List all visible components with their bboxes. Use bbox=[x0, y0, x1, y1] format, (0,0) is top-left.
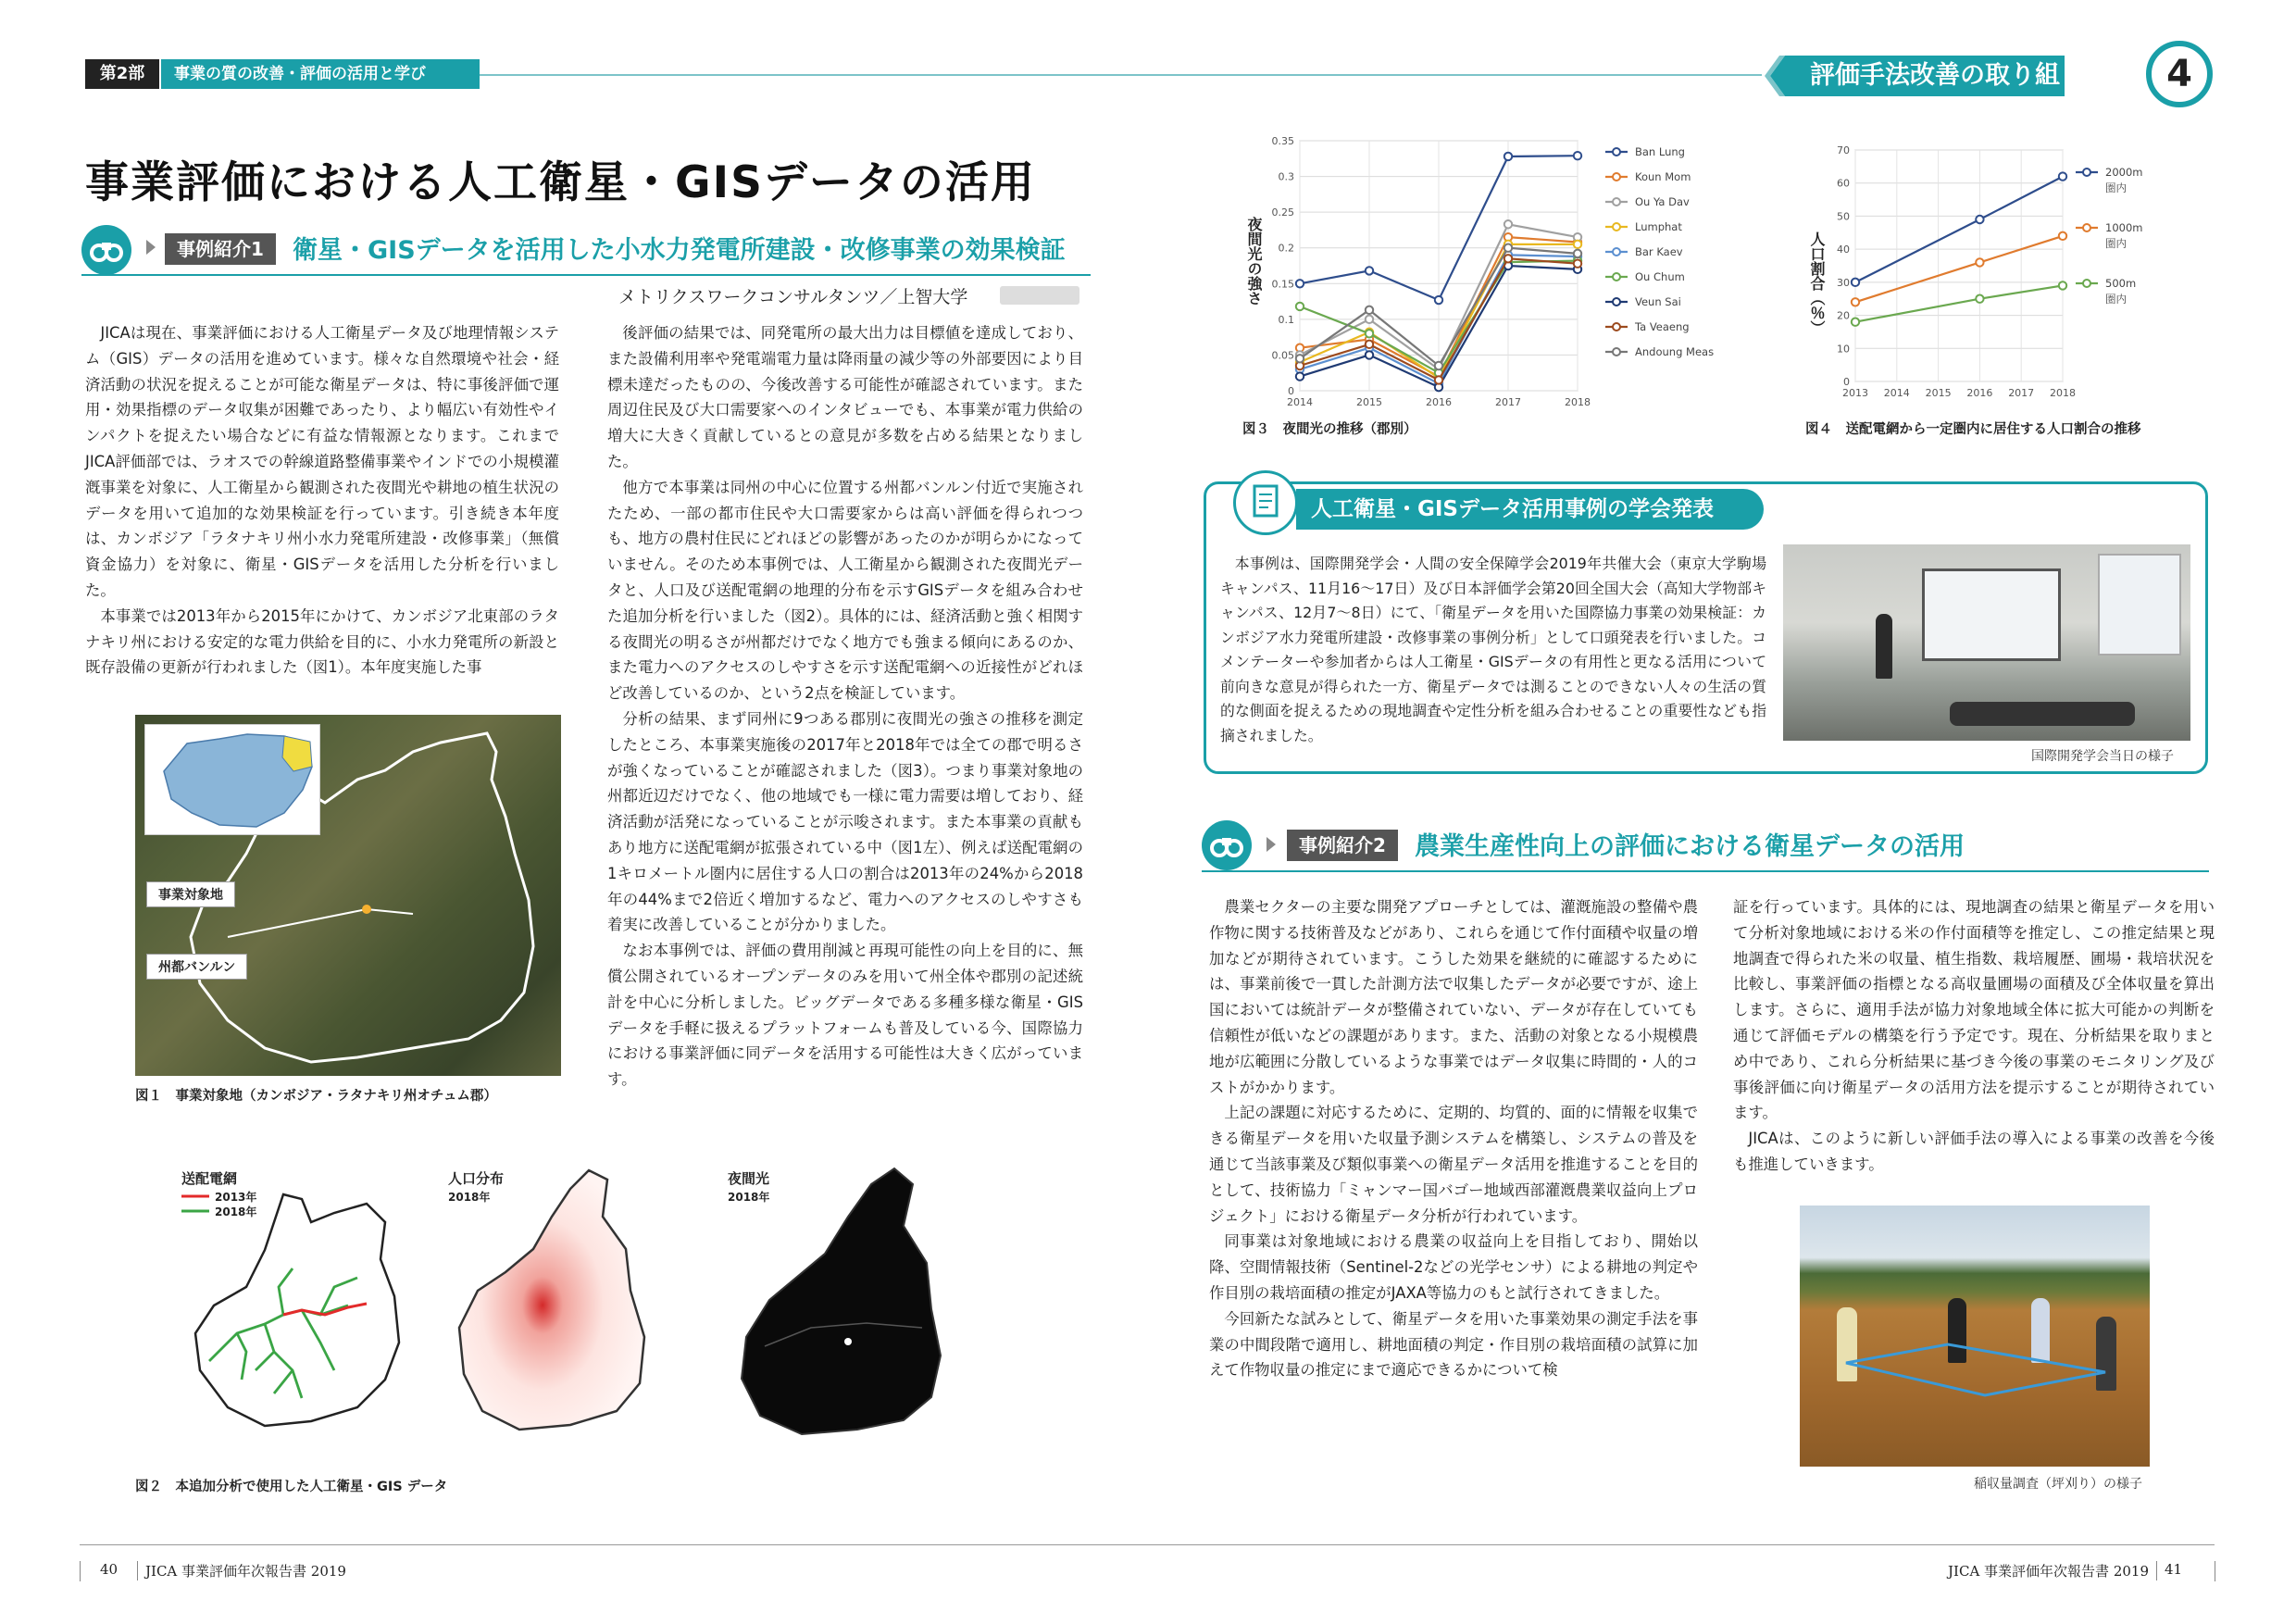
conference-doc-icon bbox=[1233, 470, 1298, 535]
y-tick-label: 0 bbox=[1843, 376, 1850, 388]
col3-paragraph: 農業セクターの主要な開発アプローチとしては、灌漑施設の整備や農作物に関する技術普及などがあり、これらを通じて作付面積や収量の増加などが期待されています。こうした効果を継続的に確認するためには、事業前後で一貫した計測方法で収集したデータが必要ですが、途上国においては統計データが整備されていない、データが存在していても信頼性が低いなどの課題があります。また、活動の対象となる小規模農地が広範囲に分散しているような事業ではデータ収集に時間的・人的コストがかかります。 bbox=[1209, 898, 1698, 1096]
y-tick-label: 50 bbox=[1837, 210, 1850, 223]
y-tick-label: 0.2 bbox=[1278, 242, 1294, 255]
measuring-rope bbox=[1800, 1206, 2150, 1467]
data-point bbox=[1435, 362, 1442, 369]
data-point bbox=[1296, 355, 1304, 362]
footer-right-page: 41 bbox=[2165, 1561, 2183, 1578]
data-point bbox=[1574, 250, 1581, 257]
fig4-caption: 図４ 送配電網から一定圏内に居住する人口割合の推移 bbox=[1805, 422, 2141, 437]
col4-text bbox=[1733, 894, 2215, 1178]
fig2-panel2-sub: 2018年 bbox=[448, 1191, 491, 1204]
presenter bbox=[1876, 614, 1892, 679]
y-tick-label: 60 bbox=[1837, 177, 1850, 190]
y-tick-label: 30 bbox=[1837, 276, 1850, 289]
conference-photo-caption: 国際開発学会当日の様子 bbox=[2031, 749, 2174, 764]
legend-label: Bar Kaev bbox=[1635, 245, 1683, 258]
legend-label: Ou Chum bbox=[1635, 270, 1685, 283]
x-tick-label: 2014 bbox=[1287, 396, 1313, 408]
col1-paragraph: JICAは現在、事業評価における人工衛星データ及び地理情報システム（GIS）データの活用を進めています。様々な自然環境や社会・経済活動の状況を捉えることが可能な衛星データは、特に事後評価で運用・効果指標のデータ収集が困難であったり、より幅広い有効性やインパクトを捉えたい場合などに有益な情報源となります。これまでJICA評価部では、ラオスでの幹線道路整備事業やインドでの小規模灌漑事業を対象に、人工衛星から観測された夜間光や耕地の植生状況のデータを用いて追加的な効果検証を行っています。引き続き本年度は、カンボジア「ラタナキリ州小水力発電所建設・改修事業」（無償資金協力）を対象に、衛星・GISデータを活用した分析を行いました。 bbox=[85, 324, 559, 599]
data-point bbox=[1435, 296, 1442, 304]
data-point bbox=[2059, 172, 2066, 180]
case1-tag: 事例紹介1 bbox=[165, 233, 276, 265]
fig2-grid-map bbox=[172, 1185, 413, 1444]
case1-icon bbox=[81, 225, 131, 275]
cambodia-shape bbox=[145, 725, 321, 836]
col2-paragraph: 他方で本事業は同州の中心に位置する州都バンルン付近で実施されたため、一部の都市住民や大口需要家からは高い評価を得られつつも、地方の農村住民にどれほどの影響があったのかが明らかになっていません。そのため本事例では、人工衛星から観測された夜間光データと、人口及び送配電網の地理的分布を示すGISデータを組み合わせた追加分析を行いました（図2）。具体的には、経済活動と強く相関する夜間光の明るさが州都だけでなく地方でも強まる傾向にあるのか、また電力へのアクセスのしやすさを示す送配電網への近接性がどれほど改善しているのか、という2点を検証しています。 bbox=[607, 478, 1083, 703]
case2-arrow-icon bbox=[1267, 837, 1276, 852]
legend-label: Veun Sai bbox=[1635, 295, 1681, 308]
y-tick-label: 0.35 bbox=[1271, 135, 1294, 147]
x-tick-label: 2016 bbox=[1426, 396, 1452, 408]
y-tick-label: 0.25 bbox=[1271, 206, 1294, 219]
data-point bbox=[1852, 319, 1859, 326]
legend-label: 圏内 bbox=[2105, 237, 2127, 250]
fig4-chart bbox=[1822, 130, 2174, 417]
fig2-legend-2018: 2018年 bbox=[215, 1206, 257, 1218]
legend-marker bbox=[1613, 348, 1620, 356]
y-tick-label: 0 bbox=[1288, 385, 1294, 397]
col2-text bbox=[607, 320, 1083, 1093]
data-point bbox=[2059, 281, 2066, 289]
y-tick-label: 40 bbox=[1837, 244, 1850, 256]
legend-label: 圏内 bbox=[2105, 293, 2127, 306]
fig3-chart bbox=[1259, 130, 1741, 417]
x-tick-label: 2018 bbox=[1565, 396, 1591, 408]
data-point bbox=[2059, 232, 2066, 240]
data-point bbox=[1852, 279, 1859, 286]
y-tick-label: 10 bbox=[1837, 343, 1850, 356]
fig3-ylabel: 夜間光の強さ bbox=[1245, 217, 1263, 306]
footer-left-bar bbox=[80, 1561, 81, 1581]
col2-paragraph: 後評価の結果では、同発電所の最大出力は目標値を達成しており、また設備利用率や発電端電力量は降雨量の減少等の外部要因により目標未達だったものの、今後改善する可能性が確認されています。また周辺住民及び大口需要家へのインタビューでも、本事業が電力供給の増大に大きく貢献しているとの意見が多数を占める結果となりました。 bbox=[607, 324, 1083, 470]
legend-marker bbox=[1613, 298, 1620, 306]
legend-label: 圏内 bbox=[2105, 181, 2127, 194]
data-point bbox=[1366, 351, 1373, 358]
col3-paragraph: 同事業は対象地域における農業の収益向上を目指しており、開始以降、空間情報技術（Sentinel-2などの光学センサ）による耕地の判定や作目別の栽培面積の推定がJAXA等協力のもと試行されてきました。 bbox=[1209, 1232, 1698, 1302]
col1-text bbox=[85, 320, 559, 681]
data-point bbox=[1504, 153, 1512, 160]
data-point bbox=[1574, 259, 1581, 267]
data-point bbox=[1366, 267, 1373, 274]
x-tick-label: 2015 bbox=[1356, 396, 1382, 408]
footer-right-text: JICA 事業評価年次報告書 2019 bbox=[1926, 1561, 2157, 1580]
data-point bbox=[1366, 306, 1373, 314]
fig2-panel3-sub: 2018年 bbox=[728, 1191, 770, 1204]
case2-icon bbox=[1202, 820, 1252, 870]
x-tick-label: 2018 bbox=[2050, 387, 2076, 399]
x-tick-label: 2013 bbox=[1842, 387, 1868, 399]
fig3-caption: 図３ 夜間光の推移（郡別） bbox=[1242, 422, 1417, 437]
legend-marker bbox=[1613, 248, 1620, 256]
fig1-label-target: 事業対象地 bbox=[146, 881, 235, 907]
window bbox=[2098, 554, 2181, 656]
case2-rule bbox=[1202, 870, 2209, 872]
part-title: 事業の質の改善・評価の活用と学び bbox=[161, 59, 480, 89]
data-point bbox=[1976, 258, 1983, 266]
section-number: 4 bbox=[2146, 41, 2213, 107]
legend-label: Ta Veaeng bbox=[1635, 320, 1690, 333]
data-point bbox=[1296, 303, 1304, 310]
data-point bbox=[1504, 244, 1512, 252]
document-icon bbox=[1236, 473, 1295, 532]
x-tick-label: 2014 bbox=[1883, 387, 1910, 399]
cambodia-inset-map bbox=[144, 724, 320, 835]
fig2-panel1-title: 送配電網 bbox=[181, 1170, 238, 1187]
data-point bbox=[1574, 241, 1581, 248]
data-point bbox=[1976, 295, 1983, 303]
legend-label: Ban Lung bbox=[1635, 145, 1685, 158]
conference-text: 本事例は、国際開発学会・人間の安全保障学会2019年共催大会（東京大学駒場キャンパス、11月16〜17日）及び日本評価学会第20回全国大会（高知大学物部キャンパス、12月7〜8日）にて、「衛星データを用いた国際協力事業の効果検証：カンボジア水力発電所建設・改修事業の事例分析」として口頭発表を行いました。コメンテーターや参加者からは人工衛星・GISデータの有用性と更なる活用について前向きな意見が得られた一方、衛星データでは測ることのできない人々の生活の質的な側面を捉えるための現地調査や定性分析を組み合わせることの重要性なども指摘されました。 bbox=[1220, 555, 1766, 744]
fig2-panel2-title: 人口分布 bbox=[448, 1170, 505, 1187]
legend-marker bbox=[1613, 173, 1620, 181]
y-tick-label: 70 bbox=[1837, 144, 1850, 156]
fig2-nightlight-map bbox=[709, 1161, 950, 1448]
page-title: 事業評価における人工衛星・GISデータの活用 bbox=[85, 157, 1036, 208]
legend-marker bbox=[2083, 224, 2090, 231]
legend-marker bbox=[1613, 273, 1620, 281]
y-tick-label: 0.05 bbox=[1271, 349, 1294, 362]
footer-left-text: JICA 事業評価年次報告書 2019 bbox=[137, 1561, 346, 1580]
x-tick-label: 2017 bbox=[2008, 387, 2035, 399]
fig4-ylabel: 人口割合（％） bbox=[1808, 231, 1826, 335]
fig2 bbox=[135, 1157, 950, 1454]
y-tick-label: 0.15 bbox=[1271, 278, 1294, 291]
legend-label: Andoung Meas bbox=[1635, 345, 1715, 358]
part-label: 第2部 bbox=[85, 59, 159, 89]
fig2-legend-2013: 2013年 bbox=[215, 1191, 257, 1204]
case1-heading: 衛星・GISデータを活用した小水力発電所建設・改修事業の効果検証 bbox=[293, 236, 1066, 265]
col2-paragraph: なお本事例では、評価の費用削減と再現可能性の向上を目的に、無償公開されているオープンデータのみを用いて州全体や郡別の記述統計を中心に分析しました。ビッグデータである多種多様な衛星・GISデータを手軽に扱えるプラットフォームも普及している今、国際協力における事業評価に同データを活用する可能性は大きく広がっています。 bbox=[607, 942, 1083, 1089]
col3-paragraph: 上記の課題に対応するために、定期的、均質的、面的に情報を収集できる衛星データを用いた収量予測システムを構築し、システムの普及を通じて当該事業及び類似事業への衛星データ活用を推進することを目的として、技術協力「ミャンマー国バゴー地域西部灌漑農業収益向上プロジェクト」における衛星データ分析が行われています。 bbox=[1209, 1104, 1698, 1225]
case1-rule bbox=[81, 274, 1091, 276]
col1-paragraph: 本事業では2013年から2015年にかけて、カンボジア北東部のラタナキリ州における安定的な電力供給を目的に、小水力発電所の新設と既存設備の更新が行われました（図1）。本年度実施した事 bbox=[85, 606, 559, 677]
footer-left-page: 40 bbox=[100, 1561, 119, 1578]
col2-paragraph: 分析の結果、まず同州に9つある郡別に夜間光の強さの推移を測定したところ、本事業実施後の2017年と2018年では全ての郡で明るさが強くなっていることが確認されました（図3）。つまり事業対象地の州都近辺だけでなく、他の地域でも一様に電力需要は増しており、経済活動が活発になっていることが示唆されます。また本事業の貢献もあり地方に送配電網が拡張されている中（図1左）、例えば送配電網の1キロメートル圏内に居住する人口の割合は2013年の24%から2018年の44%まで2倍近く増加するなど、電力へのアクセスのしやすさも着実に改善していることが分かりました。 bbox=[607, 709, 1083, 934]
binoculars-icon bbox=[81, 225, 131, 275]
header-rule bbox=[480, 74, 1762, 76]
field-photo-caption: 稲収量調査（坪刈り）の様子 bbox=[1974, 1477, 2142, 1492]
legend-marker bbox=[1613, 198, 1620, 206]
data-point bbox=[1296, 280, 1304, 287]
x-tick-label: 2015 bbox=[1925, 387, 1952, 399]
col4-paragraph: JICAは、このように新しい評価手法の導入による事業の改善を今後も推進していきます。 bbox=[1733, 1130, 2215, 1173]
binoculars-icon bbox=[1202, 820, 1252, 870]
data-point bbox=[1366, 316, 1373, 323]
data-point bbox=[1976, 216, 1983, 223]
fig2-caption: 図２ 本追加分析で使用した人工衛星・GIS データ bbox=[135, 1480, 448, 1494]
x-tick-label: 2016 bbox=[1966, 387, 1993, 399]
case1-arrow-icon bbox=[146, 240, 156, 255]
case2-heading: 農業生産性向上の評価における衛星データの活用 bbox=[1415, 832, 1965, 861]
legend-label: 500m bbox=[2105, 277, 2137, 290]
x-tick-label: 2017 bbox=[1495, 396, 1521, 408]
data-point bbox=[1366, 341, 1373, 348]
fig1-map bbox=[135, 715, 561, 1076]
footer-rule bbox=[80, 1544, 2215, 1545]
col3-text bbox=[1209, 894, 1698, 1383]
legend-label: 2000m bbox=[2105, 166, 2143, 179]
conference-photo bbox=[1783, 544, 2190, 741]
field-photo bbox=[1800, 1206, 2150, 1467]
data-point bbox=[1504, 220, 1512, 228]
fig2-population-map bbox=[431, 1161, 672, 1448]
data-point bbox=[1296, 372, 1304, 380]
data-point bbox=[1852, 298, 1859, 306]
projector-screen bbox=[1922, 568, 2061, 661]
y-tick-label: 0.3 bbox=[1278, 170, 1294, 183]
legend-marker bbox=[2083, 169, 2090, 176]
author-name-blurred bbox=[1000, 286, 1079, 305]
audience bbox=[1950, 702, 2135, 726]
legend-marker bbox=[2083, 280, 2090, 287]
legend-label: Koun Mom bbox=[1635, 170, 1691, 183]
fig1-label-capital: 州都バンルン bbox=[146, 954, 247, 980]
legend-marker bbox=[1613, 223, 1620, 231]
data-point bbox=[1366, 330, 1373, 337]
case2-tag: 事例紹介2 bbox=[1287, 830, 1398, 861]
fig2-panel3-title: 夜間光 bbox=[728, 1170, 770, 1187]
y-tick-label: 20 bbox=[1837, 309, 1850, 322]
col3-paragraph: 今回新たな試みとして、衛星データを用いた事業効果の測定手法を事業の中間段階で適用し、耕地面積の判定・作目別の栽培面積の試算に加えて作物収量の推定にまで適応できるかについて検 bbox=[1209, 1309, 1698, 1380]
legend-label: Ou Ya Dav bbox=[1635, 195, 1690, 208]
fig1-caption: 図１ 事業対象地（カンボジア・ラタナキリ州オチュム郡） bbox=[135, 1089, 497, 1104]
col4-paragraph: 証を行っています。具体的には、現地調査の結果と衛星データを用いて分析対象地域における米の作付面積等を推定し、この推定結果と現地調査で得られた米の収量、植生指数、栽培履歴、圃場・栽培状況を比較し、事業評価の指標となる高収量圃場の面積及び全体収量を算出します。さらに、適用手法が協力対象地域全体に拡大可能かの判断を通じて評価モデルの構築を行う予定です。現在、分析結果を取りまとめ中であり、これら分析結果に基づき今後の事業のモニタリング及び事後評価に向け衛星データの活用方法を提示することが期待されています。 bbox=[1733, 898, 2215, 1122]
conference-title: 人工衛星・GISデータ活用事例の学会発表 bbox=[1296, 489, 1764, 530]
data-point bbox=[1504, 255, 1512, 262]
y-tick-label: 0.1 bbox=[1278, 313, 1294, 326]
section-title: 評価手法改善の取り組み bbox=[1810, 61, 2060, 134]
legend-label: 1000m bbox=[2105, 221, 2143, 234]
case1-author: メトリクスワークコンサルタンツ／上智大学 bbox=[618, 287, 968, 307]
legend-label: Lumphat bbox=[1635, 220, 1682, 233]
data-point bbox=[1574, 152, 1581, 159]
data-point bbox=[1435, 376, 1442, 383]
legend-marker bbox=[1613, 323, 1620, 331]
legend-marker bbox=[1613, 148, 1620, 156]
